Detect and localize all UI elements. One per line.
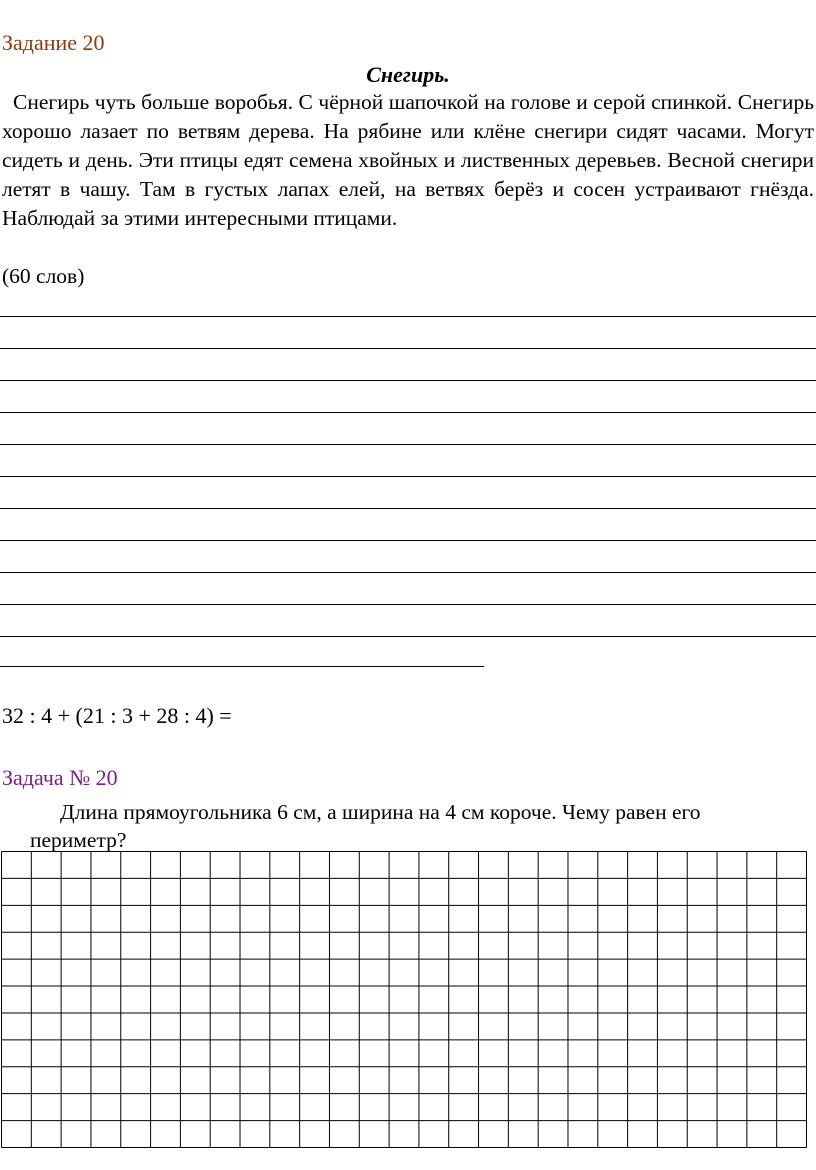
answer-grid [1,851,807,1148]
writing-line [0,636,816,637]
writing-line [0,572,816,573]
math-expression: 32 : 4 + (21 : 3 + 28 : 4) = [2,703,232,728]
writing-line [0,604,816,605]
writing-line [0,316,816,317]
story-text: Снегирь чуть больше воробья. С чёрной шапочкой на голове и серой спинкой. Снегирь хорошо лазает по ветвям дерева. На рябине или клёне снегири сидят часами. Могут сидеть и день. Эти птицы едят семена хвойных и лиственных деревьев. Весной снегири летят в чашу. Там в густых лапах елей, на ветвях берёз и сосен устраивают гнёзда. Наблюдай за этими интересными птицами. [2,90,814,230]
task-heading: Задание 20 [2,30,105,55]
problem-heading: Задача № 20 [2,765,118,790]
writing-line [0,540,816,541]
problem-text-line1: Длина прямоугольника 6 см, а ширина на 4 см короче. Чему равен его [60,800,701,824]
story-title: Снегирь. [366,62,450,87]
writing-line-short [0,666,484,667]
writing-line [0,476,816,477]
writing-line [0,380,816,381]
writing-line [0,348,816,349]
writing-line [0,412,816,413]
writing-line [0,508,816,509]
word-count: (60 слов) [2,264,85,288]
problem-text-line2: периметр? [30,828,127,852]
writing-line [0,444,816,445]
